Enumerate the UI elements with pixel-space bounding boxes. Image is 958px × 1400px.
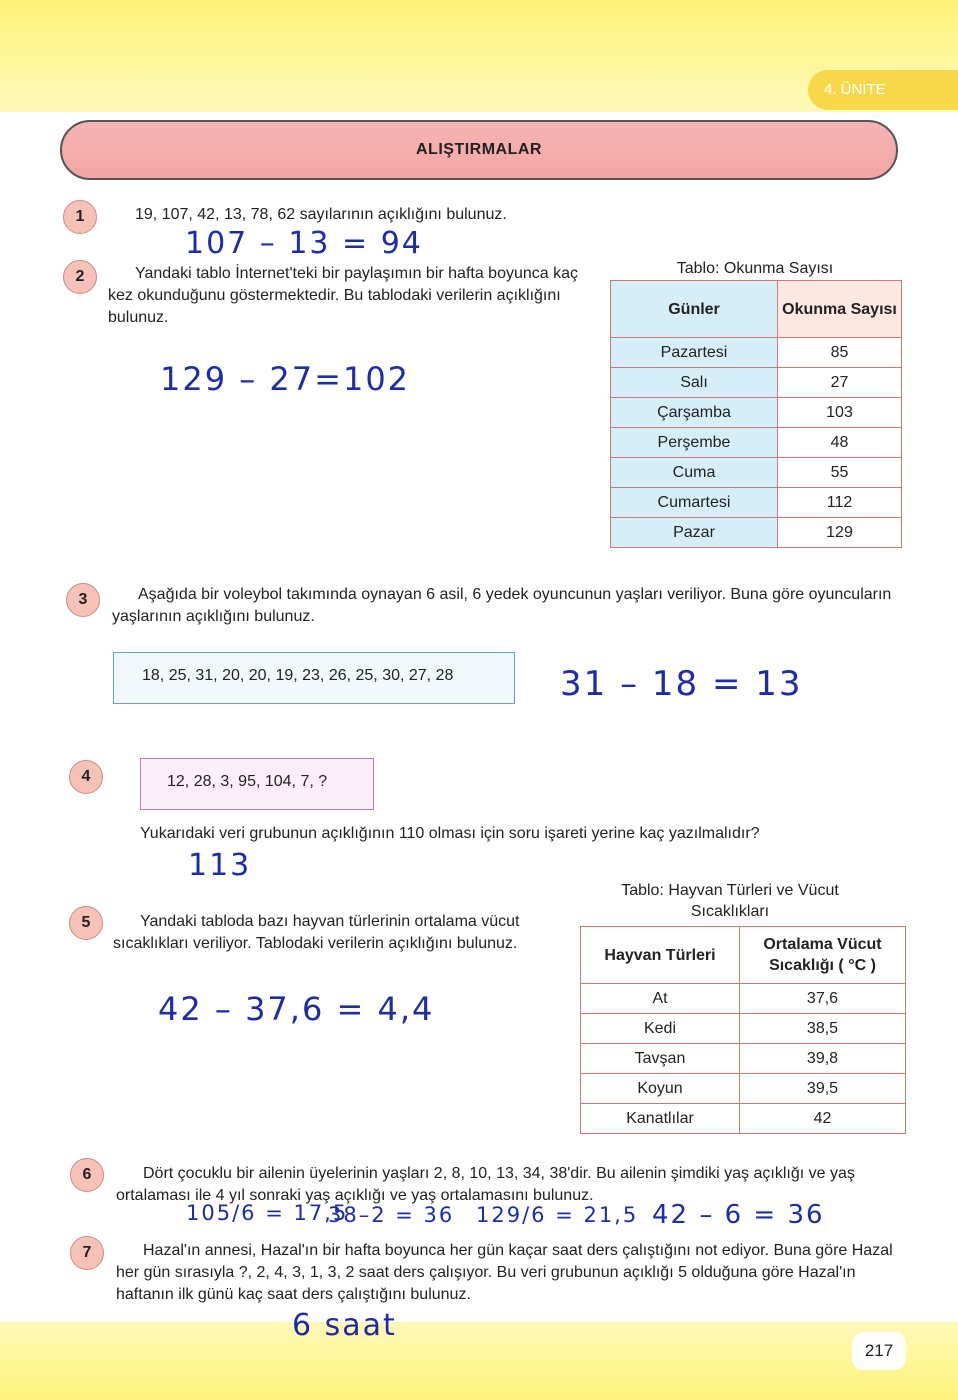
question-4-text: Yukarıdaki veri grubunun açıklığının 110 olması için soru işareti yerine kaç yazılmalıdır?	[140, 825, 760, 842]
table-cell-count: 85	[778, 338, 902, 368]
table-cell-animal: Koyun	[581, 1074, 740, 1104]
animal-temperature-table	[580, 926, 906, 1134]
table-row	[581, 1044, 906, 1074]
bottom-decor-band	[0, 1322, 958, 1400]
question-number-2: 2	[63, 260, 97, 294]
question-7-text: Hazal'ın annesi, Hazal'ın bir hafta boyunca her gün kaçar saat ders çalıştığını not ediyor. Buna göre Hazal her gün sırasıyla ?, 2, 4, 3, 1, 3, 2 saat ders çalışıyor. Bu veri grubunun açıklığı 5 olduğuna göre Hazal'ın haftanın ilk günü kaç saat ders çalıştığını bulunuz.	[116, 1242, 893, 1303]
animal-table-caption: Tablo: Hayvan Türleri ve Vücut Sıcaklıkları	[621, 882, 839, 920]
table-row	[611, 428, 902, 458]
table-row	[581, 1014, 906, 1044]
table-cell-animal: Kanatlılar	[581, 1104, 740, 1134]
question-number-6: 6	[70, 1158, 104, 1192]
table-cell-day: Pazar	[611, 518, 778, 548]
question-2-handwriting: 129 – 27=102	[160, 360, 411, 398]
table-cell-count: 48	[778, 428, 902, 458]
table-cell-count: 103	[778, 398, 902, 428]
question-number-4: 4	[69, 760, 103, 794]
volleyball-ages-box: 18, 25, 31, 20, 20, 19, 23, 26, 25, 30, 27, 28	[113, 652, 515, 704]
table-cell-temp: 42	[740, 1104, 906, 1134]
table-cell-day: Salı	[611, 368, 778, 398]
reading-count-table	[610, 280, 902, 548]
question-3-handwriting: 31 – 18 = 13	[560, 664, 803, 704]
table-row	[611, 488, 902, 518]
table-cell-count: 55	[778, 458, 902, 488]
question-4-handwriting: 113	[188, 848, 252, 883]
question-6-text: Dört çocuklu bir ailenin üyelerinin yaşları 2, 8, 10, 13, 34, 38'dir. Bu ailenin şimdiki yaş açıklığı ve yaş ortalaması ile 4 yıl sonraki yaş açıklığı ve yaş ortalamasını bulunuz.	[116, 1165, 855, 1204]
question-5-text: Yandaki tabloda bazı hayvan türlerinin ortalama vücut sıcaklıkları veriliyor. Tablodaki verilerin açıklığını bulunuz.	[113, 913, 520, 952]
table-cell-animal: Tavşan	[581, 1044, 740, 1074]
question-3-text: Aşağıda bir voleybol takımında oynayan 6 asil, 6 yedek oyuncunun yaşları veriliyor. Buna göre oyuncuların yaşlarının açıklığını bulunuz.	[112, 586, 892, 625]
table-cell-day: Çarşamba	[611, 398, 778, 428]
table-cell-count: 129	[778, 518, 902, 548]
question-number-7: 7	[70, 1236, 104, 1270]
table-cell-temp: 39,8	[740, 1044, 906, 1074]
question-6-handwriting-range-later: 42 – 6 = 36	[652, 1200, 825, 1230]
table-cell-temp: 38,5	[740, 1014, 906, 1044]
table-cell-day: Cumartesi	[611, 488, 778, 518]
table-row	[611, 518, 902, 548]
table-cell-count: 27	[778, 368, 902, 398]
unit-label: 4. ÜNİTE	[808, 70, 958, 110]
table-cell-day: Pazartesi	[611, 338, 778, 368]
reading-table-header-days: Günler	[611, 281, 778, 338]
data-group-box: 12, 28, 3, 95, 104, 7, ?	[140, 758, 374, 810]
table-cell-day: Cuma	[611, 458, 778, 488]
page-number: 217	[852, 1332, 906, 1370]
animal-table-header-temp: Ortalama Vücut Sıcaklığı ( °C )	[740, 927, 906, 984]
reading-table-header-count: Okunma Sayısı	[778, 281, 902, 338]
table-cell-animal: At	[581, 984, 740, 1014]
table-cell-count: 112	[778, 488, 902, 518]
table-cell-day: Perşembe	[611, 428, 778, 458]
table-row	[611, 398, 902, 428]
table-cell-animal: Kedi	[581, 1014, 740, 1044]
question-1-handwriting: 107 – 13 = 94	[185, 226, 423, 261]
table-row	[611, 338, 902, 368]
table-cell-temp: 39,5	[740, 1074, 906, 1104]
question-number-3: 3	[66, 583, 100, 617]
table-row	[581, 1074, 906, 1104]
animal-table-header-species: Hayvan Türleri	[581, 927, 740, 984]
table-row	[611, 368, 902, 398]
table-cell-temp: 37,6	[740, 984, 906, 1014]
question-6-handwriting-average-later: 129/6 = 21,5	[476, 1203, 639, 1227]
question-number-1: 1	[63, 200, 97, 234]
question-1-text: 19, 107, 42, 13, 78, 62 sayılarının açıklığını bulunuz.	[135, 206, 507, 223]
question-5-handwriting: 42 – 37,6 = 4,4	[158, 990, 435, 1028]
table-row	[581, 1104, 906, 1134]
question-6-handwriting-average-now: 105/6 = 17,5	[186, 1201, 349, 1225]
table-row	[611, 458, 902, 488]
table-row	[581, 984, 906, 1014]
reading-table-caption: Tablo: Okunma Sayısı	[676, 260, 834, 277]
question-6-handwriting-range-now: 38–2 = 36	[328, 1203, 455, 1227]
section-title: ALIŞTIRMALAR	[60, 120, 898, 180]
question-2-text: Yandaki tablo İnternet'teki bir paylaşımın bir hafta boyunca kaç kez okunduğunu göstermektedir. Bu tablodaki verilerin açıklığını bulunuz.	[108, 265, 579, 326]
question-number-5: 5	[69, 906, 103, 940]
question-7-handwriting: 6 saat	[292, 1308, 397, 1343]
